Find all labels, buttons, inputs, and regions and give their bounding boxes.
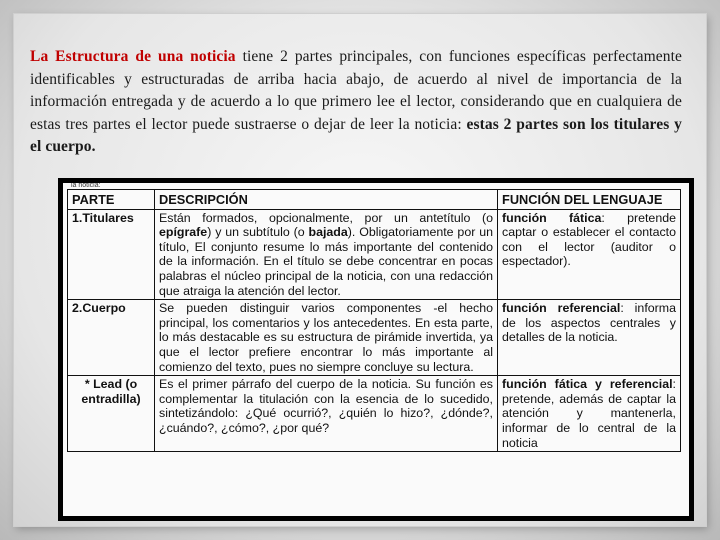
table-row [68,376,681,452]
table-header-row [68,190,681,210]
func-text: : pretende captar o establecer el contacto con el lector (auditor o espectador). [502,210,676,269]
desc-text: ). Obligatoriamente por un título, El conjunto resume lo más importante del contenido de la información. En el título se debe concentrar en pocas palabras el núcleo principal de la noticia, con una redacción que atraiga la atención del lector. [159,225,493,298]
table-inner [63,183,689,516]
header-descripcion: DESCRIPCIÓN [155,190,498,210]
row-parte: 1.Titulares [68,209,155,300]
desc-bold: epígrafe [159,225,208,240]
cut-off-text: la noticia: [71,183,101,189]
row-descripcion [155,209,498,300]
func-text: : pretende, además de captar la atención y mantenerla, informar de lo central de la noticia [502,377,676,450]
row-parte: 2.Cuerpo [68,300,155,376]
intro-title: La Estructura de una noticia [30,48,236,65]
func-text: : informa de los aspectos centrales y detalles de la noticia. [502,301,676,345]
header-parte: PARTE [68,190,155,210]
header-funcion: FUNCIÓN DEL LENGUAJE [498,190,681,210]
table-row [68,209,681,300]
row-descripcion: Es el primer párrafo del cuerpo de la noticia. Su función es complementar la titulación con la esencia de lo sucedido, sintetizándolo: ¿Qué ocurrió?, ¿quién lo hizo?, ¿dónde?, ¿cuándo?, ¿cómo?, ¿por qué? [155,376,498,452]
table-row [68,300,681,376]
row-parte: * Lead (o entradilla) [68,376,155,452]
desc-text: Están formados, opcionalmente, por un antetítulo (o [159,210,493,225]
row-funcion [498,300,681,376]
desc-text: ) y un subtítulo (o [207,225,309,240]
func-bold: función fática [502,210,602,225]
row-funcion [498,209,681,300]
intro-highlight: estas 2 partes son los titulares y el cuerpo. [30,115,683,156]
intro-text: tiene 2 partes principales, con funciones específicas perfectamente identificables y estructuradas de arriba hacia abajo, de acuerdo al nivel de importancia de la información entregada y de acuerdo a lo que primero lee el lector, considerando que en cualquiera de estas tres partes el lector puede sustraerse o dejar de leer la noticia: [30,48,682,133]
desc-bold: bajada [308,225,348,240]
func-bold: función fática y referencial [502,377,673,392]
row-descripcion: Se pueden distinguir varios componentes -el hecho principal, los comentarios y los antecedentes. En esta parte, lo más destacable es su estructura de pirámide invertida, ya que el lector prefiere encontrar lo más importante al comienzo del texto, pues no siempre concluye su lectura. [155,300,498,376]
news-structure-table [67,189,681,452]
row-funcion [498,376,681,452]
func-bold: función referencial [502,301,621,316]
intro-paragraph [30,46,682,159]
news-structure-table-image [58,178,694,521]
